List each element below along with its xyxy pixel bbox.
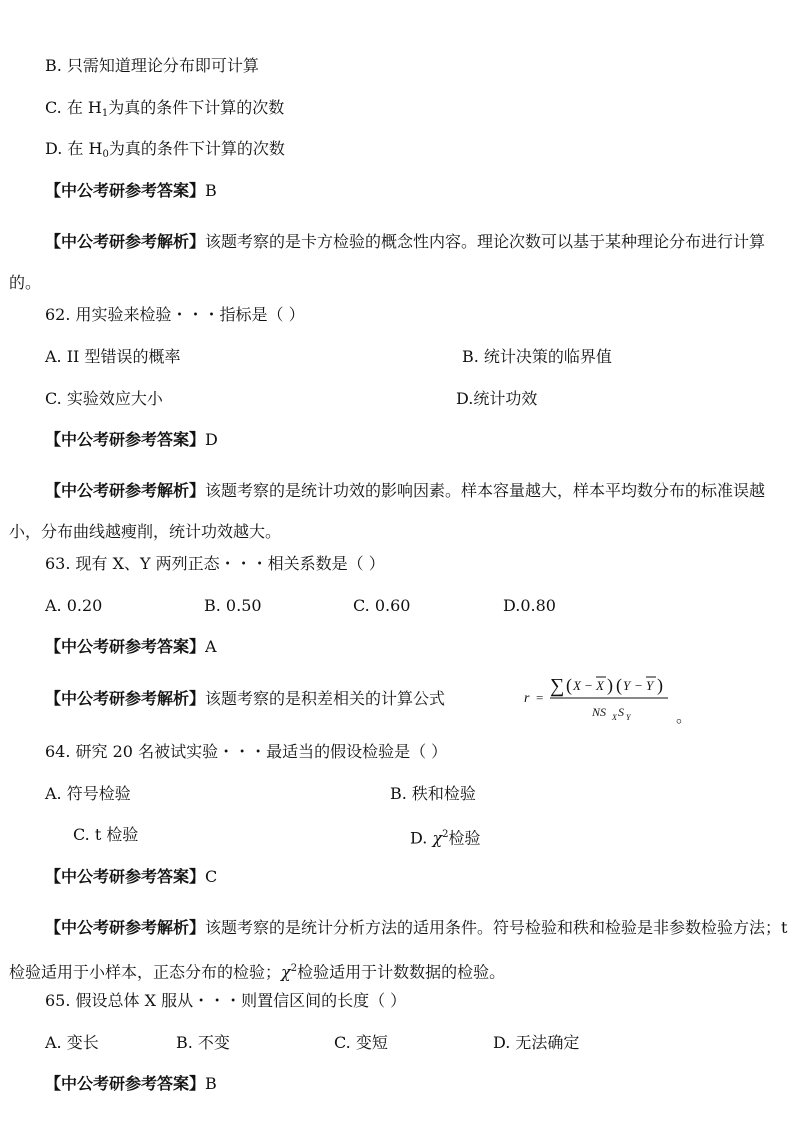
q62-option-d: D.统计功效 <box>456 389 538 408</box>
q63-option-a: A. 0.20 <box>45 596 103 615</box>
q62-option-a: A. II 型错误的概率 <box>45 347 181 366</box>
formula-den-sub-x: X <box>612 713 617 722</box>
q64-option-b: B. 秩和检验 <box>390 784 476 803</box>
chi-superscript: 2 <box>442 829 449 840</box>
analysis-text: 该题考察的是积差相关的计算公式 <box>205 689 446 708</box>
q64-option-d-suffix: 检验 <box>448 828 481 848</box>
q61-answer <box>45 180 217 202</box>
q62-answer <box>45 429 218 451</box>
q63-answer <box>45 636 217 658</box>
analysis-label: 【中公考研参考解析】 <box>45 481 206 500</box>
q65-option-a: A. 变长 <box>45 1033 99 1052</box>
chi-symbol: χ <box>281 962 291 982</box>
formula-minus-1: − <box>585 678 593 693</box>
chi-symbol: χ <box>432 828 443 848</box>
answer-value: C <box>205 867 218 886</box>
chi-superscript: 2 <box>290 963 298 974</box>
answer-label: 【中公考研参考答案】 <box>45 181 206 200</box>
q65-stem: 65. 假设总体 X 服从・・・则置信区间的长度（ ） <box>45 991 407 1010</box>
formula-paren-open-1: ( <box>566 675 572 695</box>
answer-value: B <box>205 181 217 200</box>
q64-option-d-prefix: D. <box>410 828 433 848</box>
q65-option-b: B. 不变 <box>176 1033 230 1052</box>
q61-option-d-suffix: 为真的条件下计算的次数 <box>108 139 285 158</box>
formula-x: X <box>573 678 581 693</box>
formula-den-sub-y: Y <box>626 713 631 722</box>
q63-analysis-period: 。 <box>676 707 693 726</box>
analysis-text-1: 该题考察的是统计分析方法的适用条件。符号检验和秩和检验是非参数检验方法；t 检验适用于小样本，正态分布的检验； <box>9 918 788 982</box>
formula-paren-open-2: ( <box>616 675 622 695</box>
analysis-text: 该题考察的是卡方检验的概念性内容。理论次数可以基于某种理论分布进行计算的。 <box>9 232 766 292</box>
formula-ybar: Y <box>646 678 654 693</box>
q62-option-b: B. 统计决策的临界值 <box>462 347 612 366</box>
q61-option-d <box>45 138 285 166</box>
analysis-text-2: 检验适用于计数数据的检验。 <box>297 962 506 982</box>
q61-option-c <box>45 97 284 125</box>
formula-xbar: X <box>596 678 604 693</box>
q63-option-d: D.0.80 <box>503 596 556 615</box>
analysis-label: 【中公考研参考解析】 <box>45 232 206 251</box>
formula-equals: = <box>536 690 544 705</box>
q62-analysis <box>9 470 789 552</box>
q62-option-c: C. 实验效应大小 <box>45 389 163 408</box>
answer-value: B <box>205 1074 217 1093</box>
formula-y: Y <box>623 678 631 693</box>
answer-label: 【中公考研参考答案】 <box>45 1074 206 1093</box>
formula-den-s: S <box>618 705 624 719</box>
formula-den-ns: NS <box>592 705 607 719</box>
q64-option-c: C. t 检验 <box>73 825 139 844</box>
correlation-formula <box>522 672 682 724</box>
formula-paren-close-2: ) <box>657 675 663 695</box>
q64-option-d <box>410 824 481 849</box>
answer-label: 【中公考研参考答案】 <box>45 637 206 656</box>
q61-analysis <box>9 221 789 303</box>
q63-option-b: B. 0.50 <box>204 596 262 615</box>
analysis-text: 该题考察的是统计功效的影响因素。样本容量越大，样本平均数分布的标准误越小，分布曲线越瘦削，统计功效越大。 <box>9 481 766 541</box>
q61-option-c-subscript: 1 <box>101 108 109 119</box>
q65-answer <box>45 1073 217 1095</box>
answer-value: A <box>205 637 217 656</box>
q63-stem: 63. 现有 X、Y 两列正态・・・相关系数是（ ） <box>45 554 385 573</box>
analysis-label: 【中公考研参考解析】 <box>45 689 206 708</box>
q64-stem: 64. 研究 20 名被试实验・・・最适当的假设检验是（ ） <box>45 742 448 761</box>
q64-option-a: A. 符号检验 <box>45 784 131 803</box>
q63-analysis <box>45 688 445 710</box>
correlation-formula-svg <box>522 672 682 724</box>
answer-label: 【中公考研参考答案】 <box>45 867 206 886</box>
q63-option-c: C. 0.60 <box>353 596 411 615</box>
q61-option-c-prefix: C. 在 H <box>45 98 102 117</box>
q61-option-d-subscript: 0 <box>102 149 109 160</box>
q61-option-b: B. 只需知道理论分布即可计算 <box>45 56 259 75</box>
answer-label: 【中公考研参考答案】 <box>45 430 206 449</box>
q65-option-c: C. 变短 <box>334 1033 388 1052</box>
q64-answer <box>45 866 217 888</box>
analysis-label: 【中公考研参考解析】 <box>45 918 206 937</box>
answer-value: D <box>205 430 218 449</box>
formula-minus-2: − <box>635 678 643 693</box>
formula-paren-close-1: ) <box>607 675 613 695</box>
q64-analysis <box>9 907 789 992</box>
q65-option-d: D. 无法确定 <box>493 1033 580 1052</box>
formula-r: r <box>524 691 530 706</box>
q62-stem: 62. 用实验来检验・・・指标是（ ） <box>45 305 305 324</box>
formula-sigma: ∑ <box>550 675 565 697</box>
q61-option-c-suffix: 为真的条件下计算的次数 <box>108 98 285 117</box>
q61-option-d-prefix: D. 在 H <box>45 139 103 158</box>
